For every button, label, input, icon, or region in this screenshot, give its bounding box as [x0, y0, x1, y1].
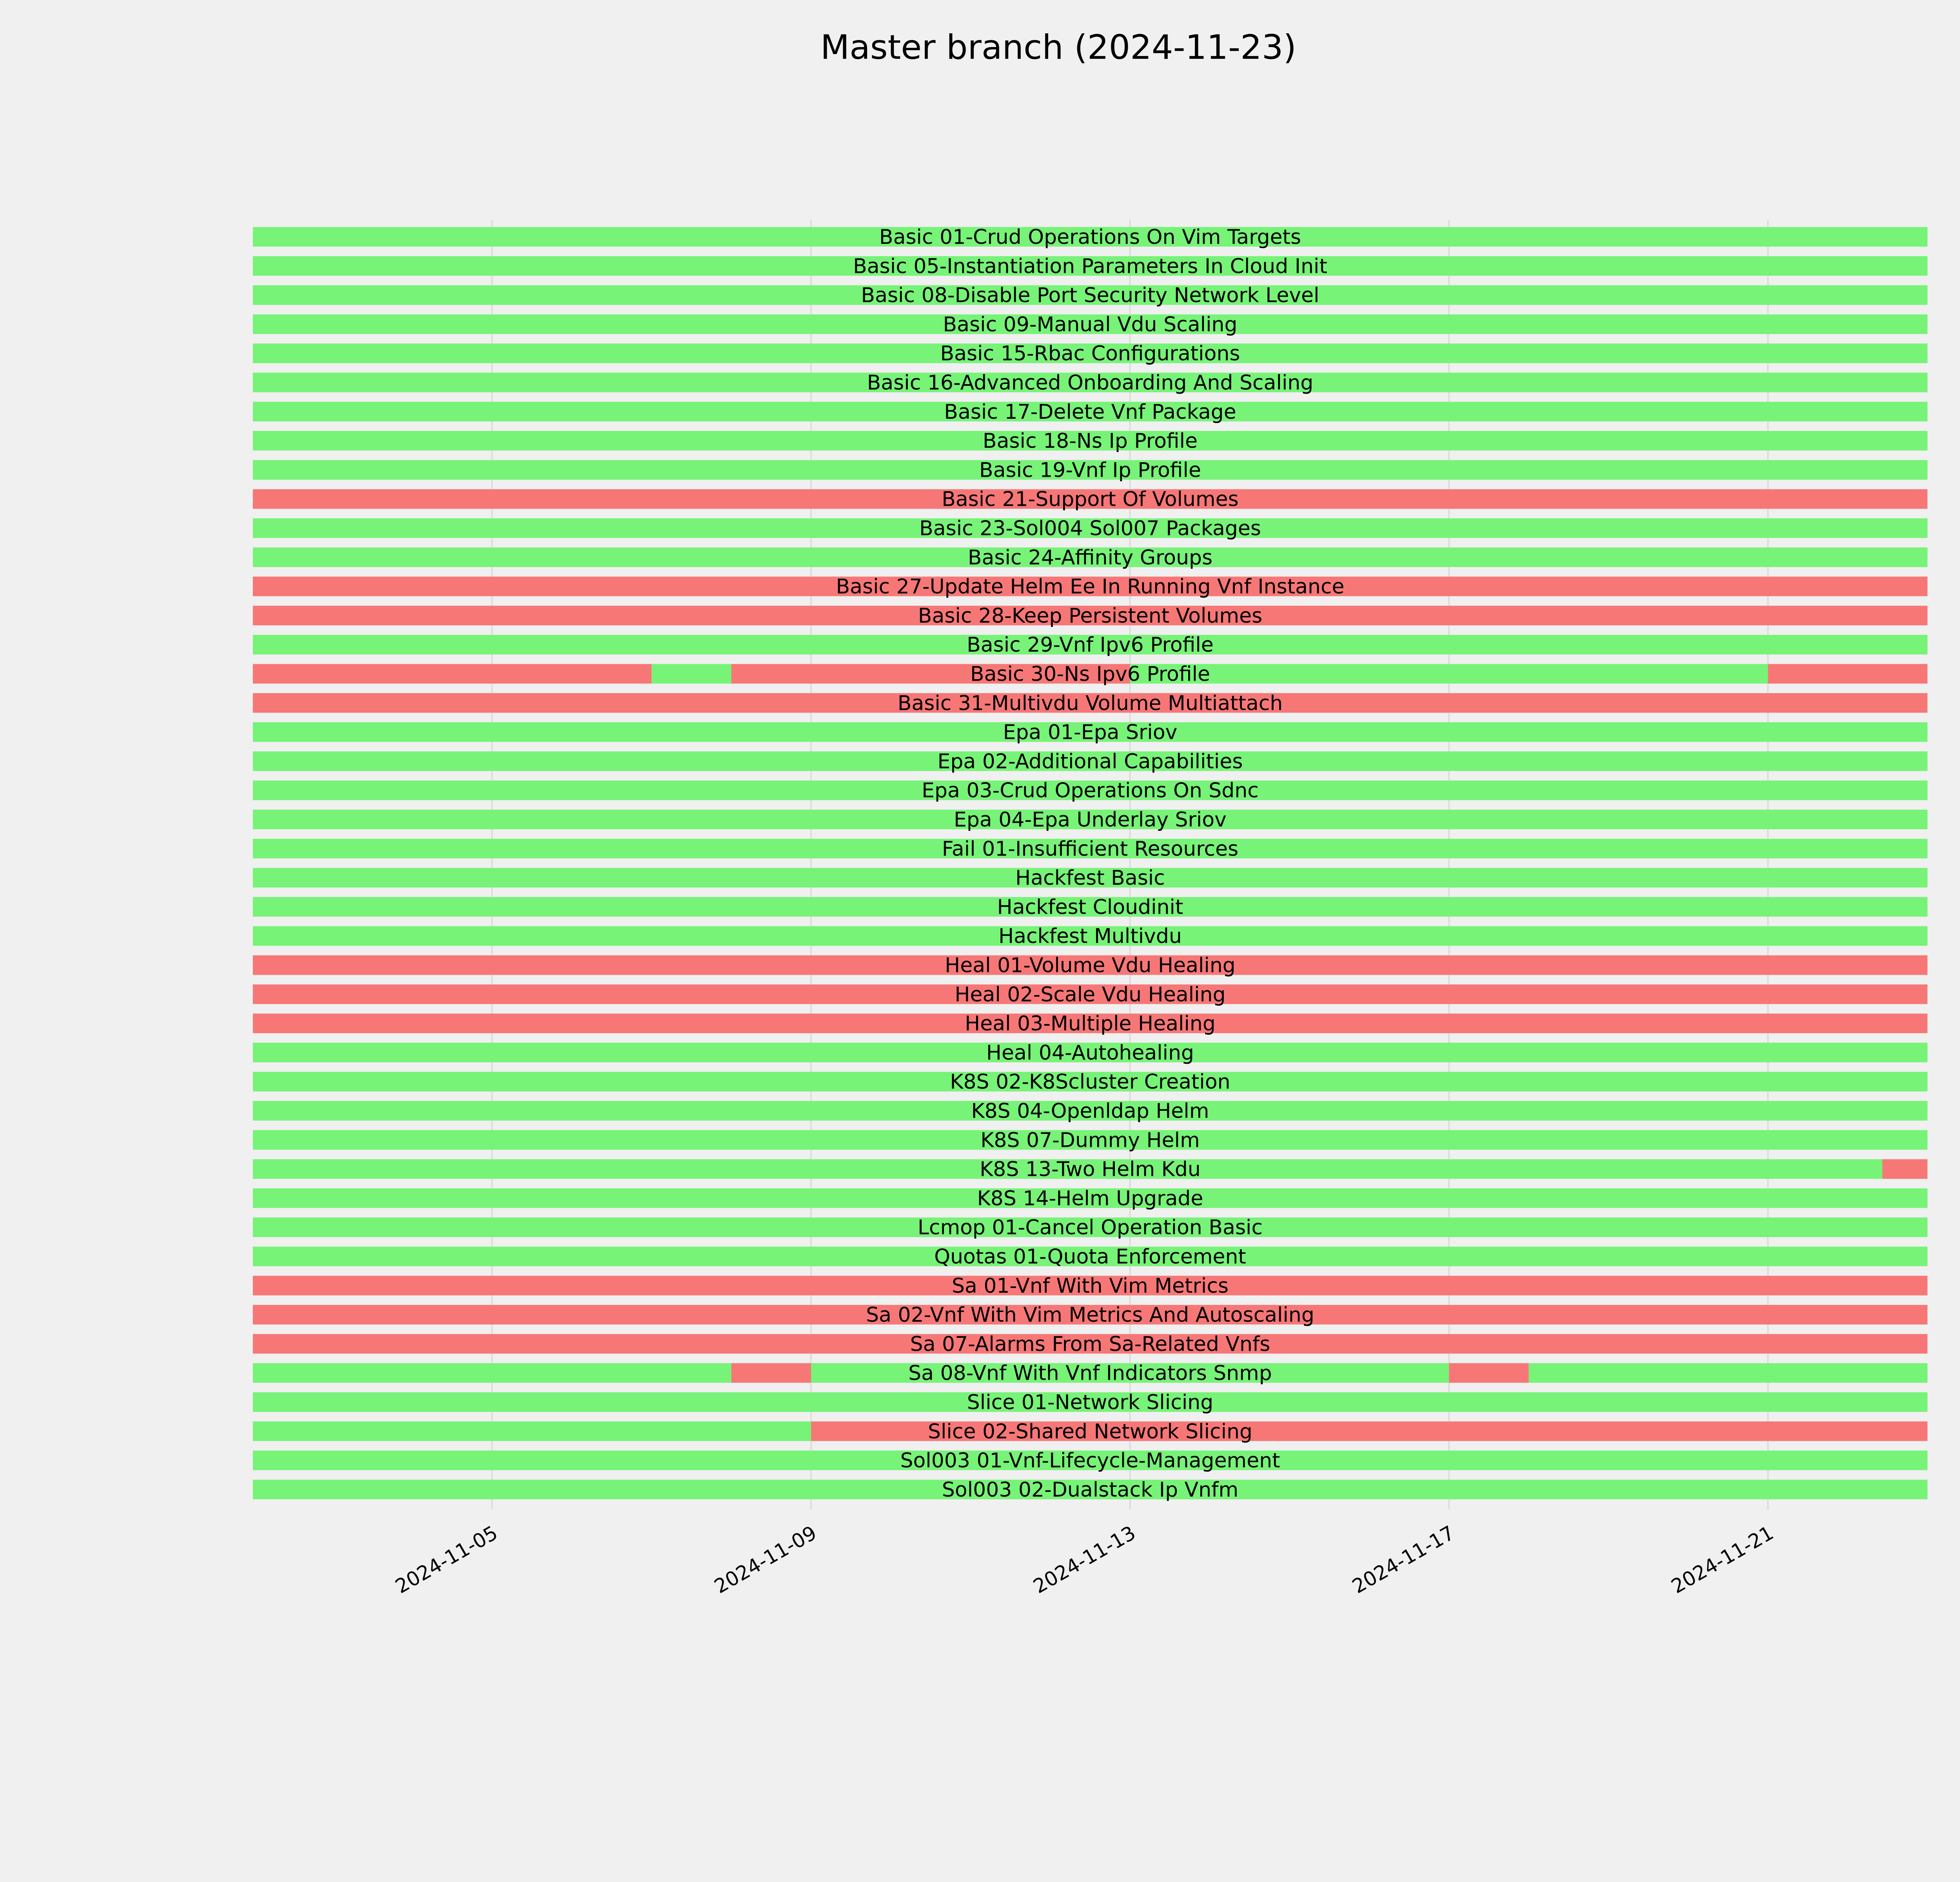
status-bar-segment-fail: [1768, 664, 1927, 684]
status-bar-segment-pass: [1130, 664, 1768, 684]
row-label: Hackfest Basic: [1015, 866, 1165, 890]
row-label: Basic 09-Manual Vdu Scaling: [943, 312, 1238, 336]
row-label: K8S 07-Dummy Helm: [980, 1128, 1200, 1152]
row-label: Lcmop 01-Cancel Operation Basic: [917, 1216, 1263, 1240]
status-bar-segment-fail: [253, 664, 652, 684]
row-label: Heal 02-Scale Vdu Healing: [955, 983, 1226, 1006]
row-label: Basic 19-Vnf Ip Profile: [979, 458, 1201, 482]
status-bar-segment-pass: [1529, 1363, 1927, 1383]
row-label: K8S 13-Two Helm Kdu: [980, 1157, 1201, 1181]
row-label: Slice 02-Shared Network Slicing: [927, 1420, 1253, 1444]
row-label: Quotas 01-Quota Enforcement: [934, 1245, 1246, 1269]
row-label: Sol003 01-Vnf-Lifecycle-Management: [900, 1449, 1280, 1473]
row-label: Fail 01-Insufficient Resources: [942, 837, 1239, 861]
status-bar-segment-fail: [1882, 1159, 1927, 1179]
row-label: Epa 01-Epa Sriov: [1003, 721, 1178, 745]
row-label: Basic 29-Vnf Ipv6 Profile: [967, 633, 1214, 657]
row-label: Basic 15-Rbac Configurations: [940, 342, 1240, 366]
x-tick-label: 2024-11-09: [710, 1521, 820, 1598]
row-label: Basic 18-Ns Ip Profile: [982, 429, 1198, 453]
row-label: Basic 08-Disable Port Security Network Level: [861, 283, 1319, 307]
row-label: Basic 31-Multivdu Volume Multiattach: [897, 691, 1283, 715]
row-label: Basic 24-Affinity Groups: [967, 546, 1213, 570]
row-label: Basic 17-Delete Vnf Package: [944, 400, 1236, 424]
status-bar-segment-pass: [652, 664, 731, 684]
status-bar-segment-fail: [1449, 1363, 1528, 1383]
row-label: Sol003 02-Dualstack Ip Vnfm: [942, 1478, 1239, 1502]
status-bar-segment-pass: [253, 1363, 731, 1383]
row-label: Basic 30-Ns Ipv6 Profile: [970, 662, 1210, 686]
row-label: Hackfest Multivdu: [998, 925, 1182, 948]
x-tick-label: 2024-11-21: [1667, 1521, 1778, 1598]
x-tick-label: 2024-11-05: [391, 1521, 502, 1598]
row-label: Heal 04-Autohealing: [986, 1041, 1194, 1065]
row-label: Basic 28-Keep Persistent Volumes: [918, 604, 1263, 628]
row-label: Slice 01-Network Slicing: [967, 1391, 1214, 1414]
row-label: Sa 01-Vnf With Vim Metrics: [951, 1274, 1229, 1298]
row-label: Epa 02-Additional Capabilities: [937, 750, 1243, 774]
status-bar-segment-fail: [731, 1363, 811, 1383]
row-label: Basic 05-Instantiation Parameters In Cloud Init: [853, 254, 1327, 278]
row-label: Basic 16-Advanced Onboarding And Scaling: [867, 371, 1314, 395]
row-label: K8S 02-K8Scluster Creation: [950, 1070, 1230, 1094]
row-label: K8S 04-Openldap Helm: [971, 1099, 1209, 1123]
row-label: Heal 03-Multiple Healing: [965, 1012, 1216, 1036]
row-label: Basic 21-Support Of Volumes: [942, 487, 1239, 511]
row-label: Epa 03-Crud Operations On Sdnc: [922, 779, 1259, 803]
row-label: Basic 23-Sol004 Sol007 Packages: [919, 517, 1261, 540]
x-tick-label: 2024-11-17: [1348, 1521, 1459, 1598]
row-label: Hackfest Cloudinit: [997, 895, 1183, 919]
row-label: Sa 08-Vnf With Vnf Indicators Snmp: [908, 1361, 1272, 1385]
row-label: Basic 01-Crud Operations On Vim Targets: [879, 225, 1301, 249]
row-label: K8S 14-Helm Upgrade: [977, 1186, 1203, 1210]
x-tick-label: 2024-11-13: [1029, 1521, 1140, 1598]
row-label: Epa 04-Epa Underlay Sriov: [954, 808, 1227, 832]
status-bar-segment-pass: [253, 1421, 811, 1441]
row-label: Heal 01-Volume Vdu Healing: [945, 954, 1236, 977]
row-label: Sa 07-Alarms From Sa-Related Vnfs: [910, 1332, 1270, 1356]
row-label: Basic 27-Update Helm Ee In Running Vnf Instance: [836, 575, 1345, 599]
row-label: Sa 02-Vnf With Vim Metrics And Autoscaling: [866, 1303, 1314, 1327]
chart-title: Master branch (2024-11-23): [820, 28, 1297, 67]
